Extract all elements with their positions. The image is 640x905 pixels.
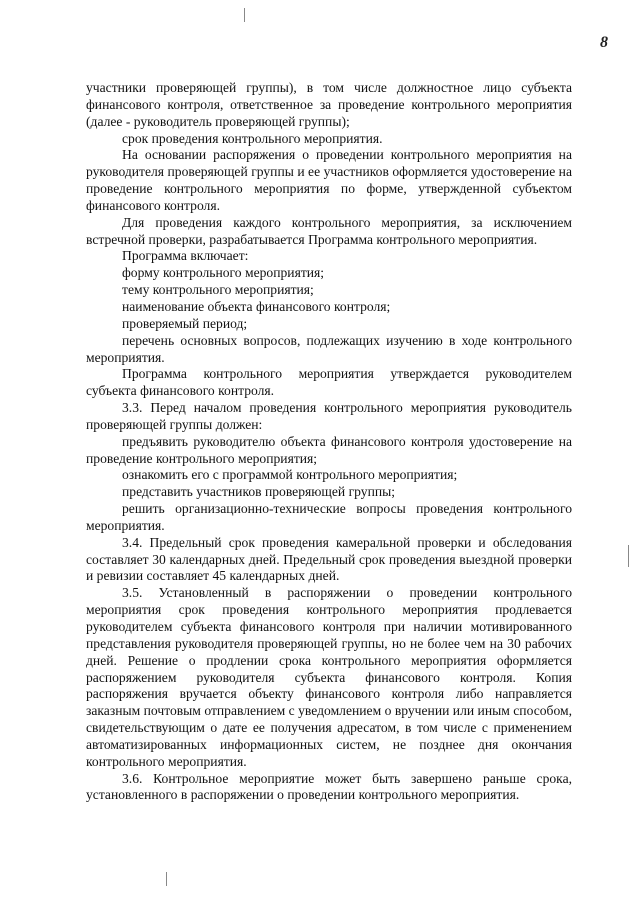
paragraph: представить участников проверяющей группы; [122,484,396,500]
paragraph: перечень основных вопросов, подлежащих изучению в ходе контрольного мероприятия. [86,332,572,365]
scan-mark [628,545,629,567]
paragraph: проверяемый период; [122,315,248,331]
paragraph: 3.6. Контрольное мероприятие может быть завершено раньше срока, установленного в распоряжении о проведении контрольного мероприятия. [86,770,572,803]
paragraph: ознакомить его с программой контрольного мероприятия; [122,467,458,483]
paragraph: На основании распоряжения о проведении контрольного мероприятия на руководителя проверяющей группы и ее участников оформляется удостоверение на проведение контрольного мероприятия по форме, утвержденной субъектом финансового контроля. [86,147,572,213]
paragraph: предъявить руководителю объекта финансового контроля удостоверение на проведение контрольного мероприятия; [86,433,572,466]
scan-mark [166,872,167,886]
paragraph: наименование объекта финансового контроля; [122,298,391,314]
paragraph: Программа контрольного мероприятия утверждается руководителем субъекта финансового контроля. [86,366,572,399]
paragraph: Программа включает: [122,248,249,264]
paragraph: форму контрольного мероприятия; [122,265,325,281]
paragraph: срок проведения контрольного мероприятия. [122,130,383,146]
paragraph: 3.3. Перед началом проведения контрольного мероприятия руководитель проверяющей группы должен: [86,400,572,432]
scan-mark [244,8,245,22]
document-body [86,80,572,804]
paragraph: Для проведения каждого контрольного мероприятия, за исключением встречной проверки, разрабатывается Программа контрольного мероприятия. [86,214,572,247]
paragraph: 3.5. Установленный в распоряжении о проведении контрольного мероприятия срок проведения контрольного мероприятия продлевается руководителем субъекта финансового контроля при наличии мотивированного представления руководителя проверяющей группы, но не более чем на 30 рабочих дней. Решение о продлении срока контрольного мероприятия оформляется распоряжением руководителя субъекта финансового контроля. Копия распоряжения вручается объекту финансового контроля либо направляется заказным почтовым отправлением с уведомлением о вручении или иным способом, свидетельствующим о дате ее получения адресатом, в том числе с применением автоматизированных информационных систем, не позднее дня окончания контрольного мероприятия. [86,585,572,769]
paragraph: тему контрольного мероприятия; [122,282,314,298]
paragraph: участники проверяющей группы), в том числе должностное лицо субъекта финансового контроля, ответственное за проведение контрольного мероприятия (далее - руководитель проверяющей группы); [86,80,572,129]
paragraph: 3.4. Предельный срок проведения камеральной проверки и обследования составляет 30 календарных дней. Предельный срок проведения выездной проверки и ревизии составляет 45 календарных дней. [86,534,572,584]
page-number: 8 [600,34,608,51]
paragraph: решить организационно-технические вопросы проведения контрольного мероприятия. [86,501,572,533]
